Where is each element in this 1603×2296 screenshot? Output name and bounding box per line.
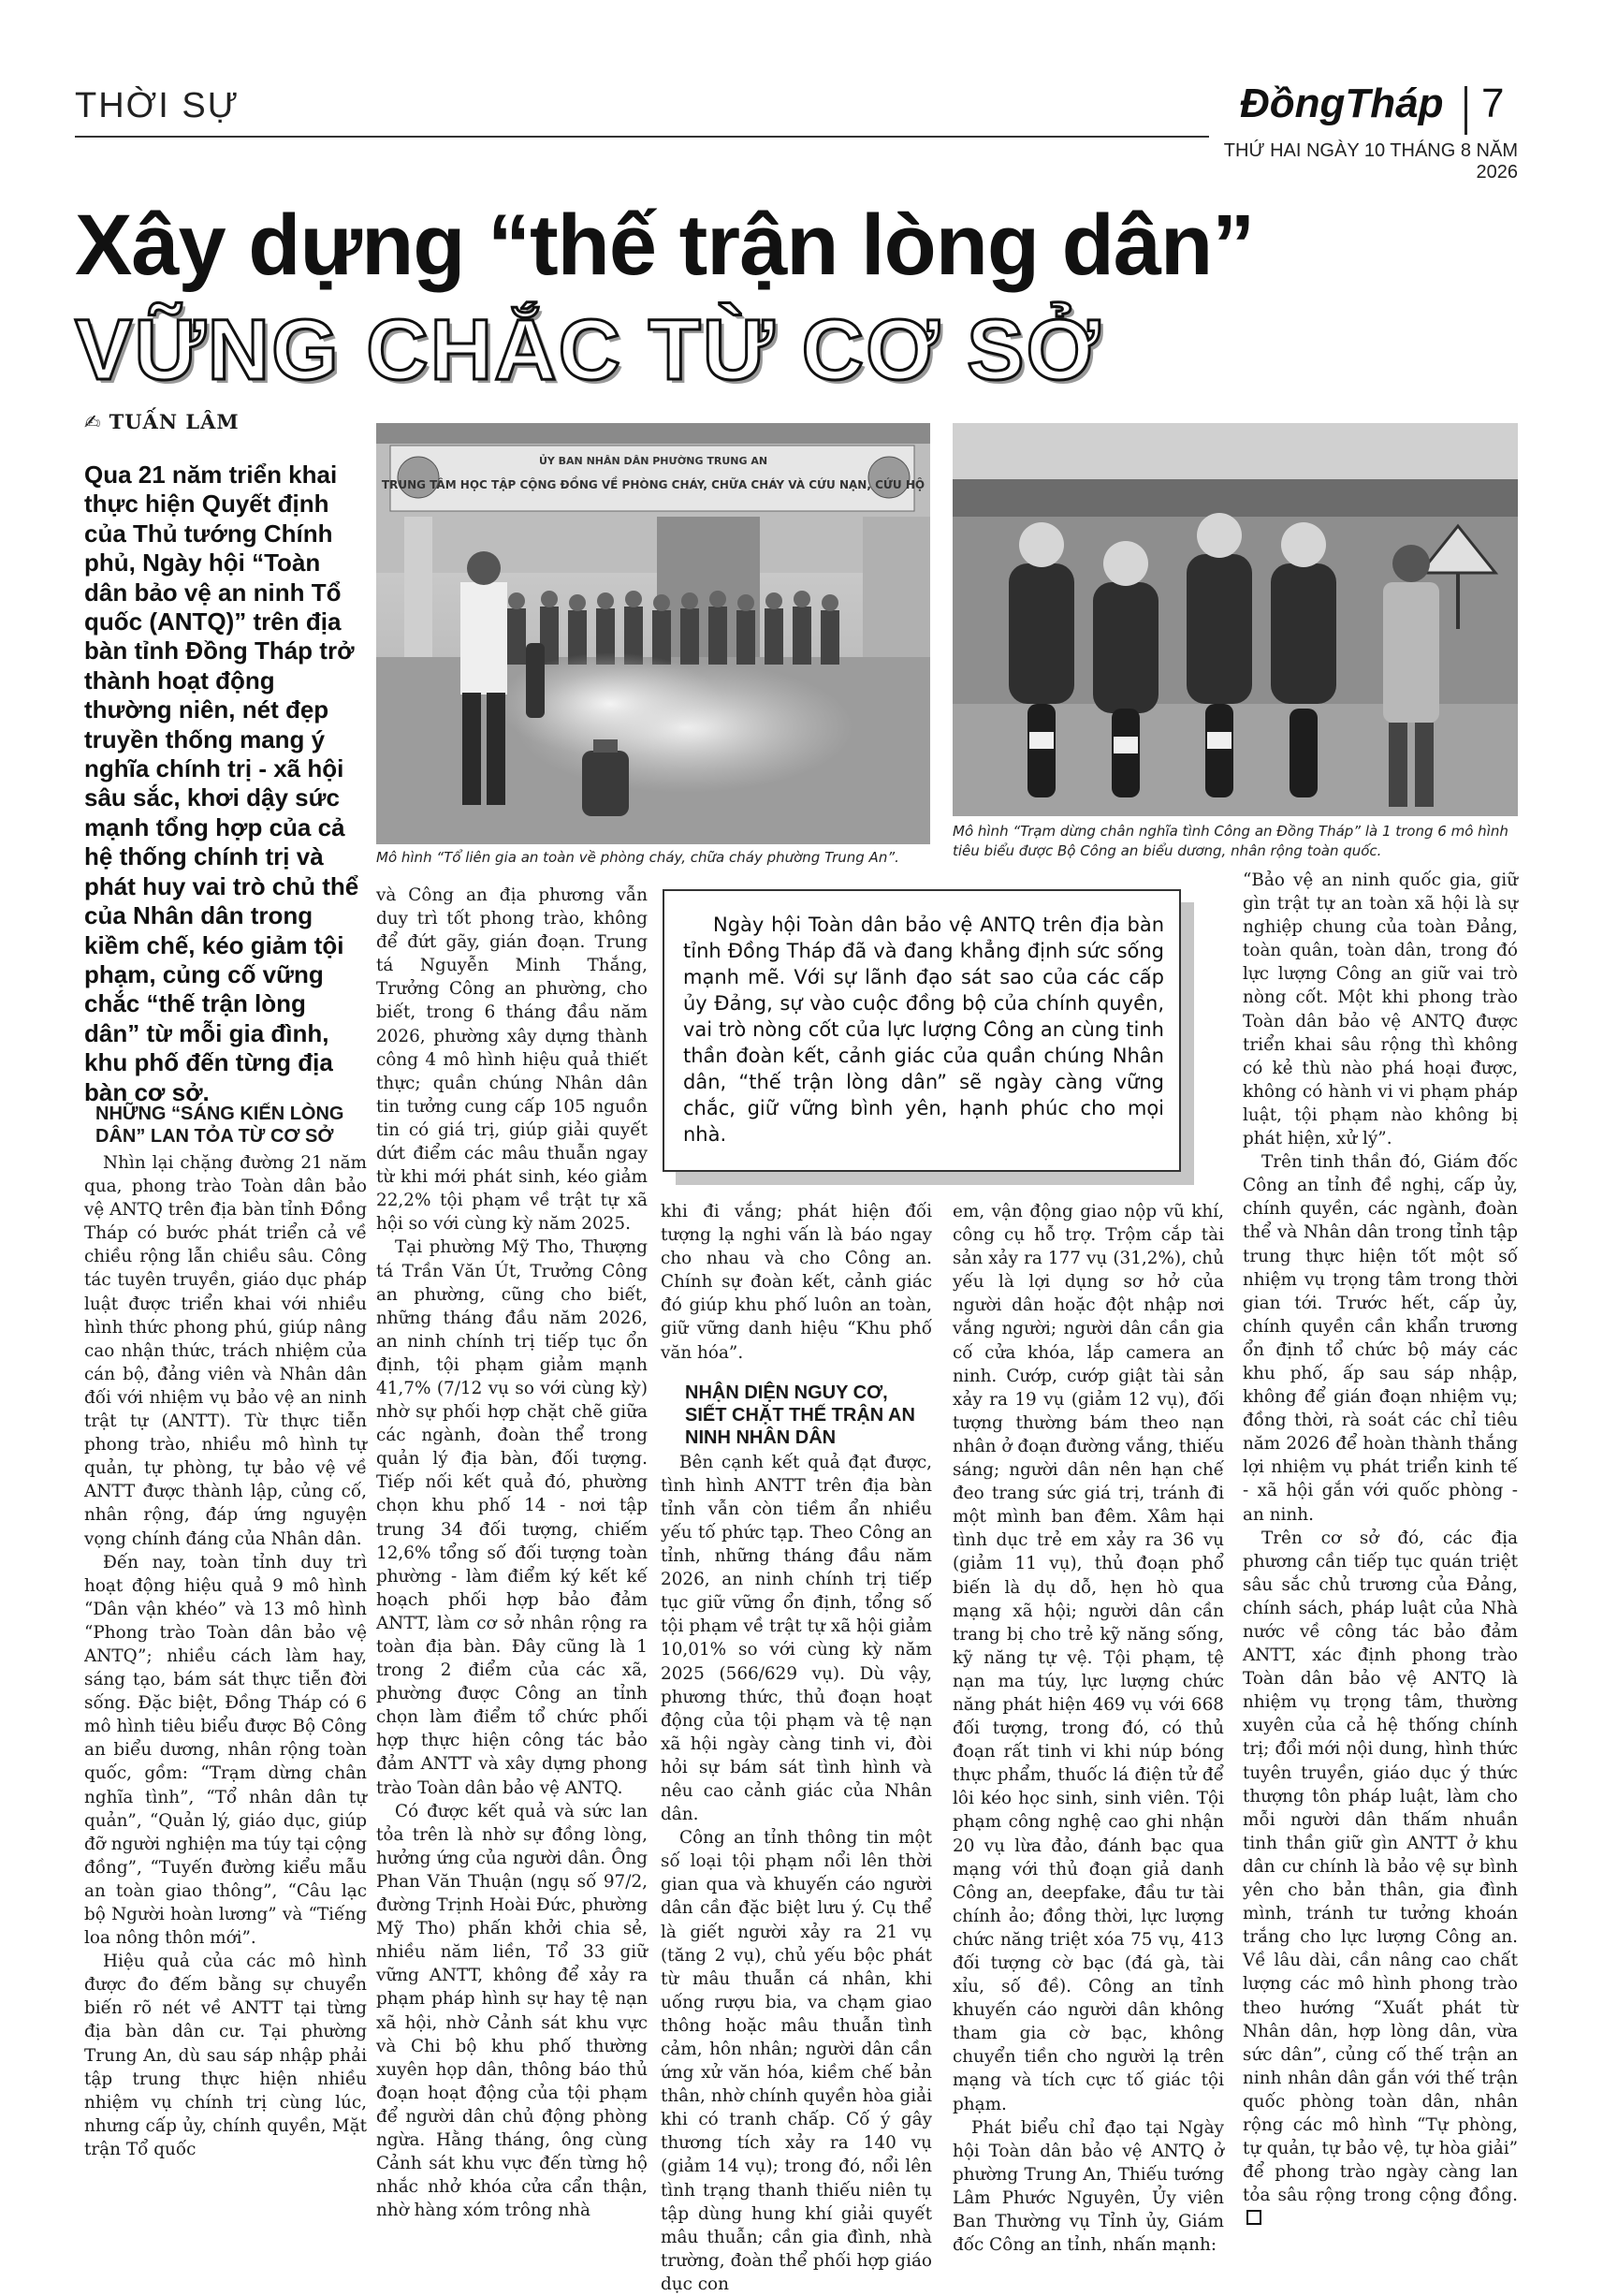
paragraph: Nhìn lại chặng đường 21 năm qua, phong trào Toàn dân bảo vệ ANTQ trên địa bàn tỉnh Đồng Tháp có bước phát triển cả về chiều rộng lẫn chiều sâu. Công tác tuyên truyền, giáo dục pháp luật được triển khai với nhiều hình thức phong phú, giúp nâng cao nhận thức, trách nhiệm của cán bộ, đảng viên và Nhân dân đối với nhiệm vụ bảo vệ an ninh trật tự (ANTT). Từ thực tiễn phong trào, nhiều mô hình tự quản, tự phòng, tự bảo vệ về ANTT được thành lập, củng cố, nhân rộng, đáp ứng nguyện vọng chính đáng của Nhân dân.: [84, 1153, 367, 1549]
header-divider: [75, 136, 1209, 138]
photo-fire-drill-illustration: [376, 423, 930, 844]
paragraph: “Bảo vệ an ninh quốc gia, giữ gìn trật tự an toàn xã hội là sự nghiệp chung của toàn Đảng, toàn quân, toàn dân, trong đó lực lượng Công an giữ vai trò nòng cốt. Một khi phong trào Toàn dân bảo vệ ANTQ được triển khai sâu rộng thì không có kẻ thù nào phá hoại được, không có hành vi vi phạm pháp luật, tội phạm nào không bị phát hiện, xử lý”.: [1243, 870, 1518, 1149]
byline: [84, 410, 240, 433]
photo-rest-stop: [953, 423, 1518, 816]
paragraph: khi đi vắng; phát hiện đối tượng lạ nghi vấn là báo ngay cho nhau và cho Công an. Chính sự đoàn kết, cảnh giác đó giúp khu phố luôn an toàn, giữ vững danh hiệu “Khu phố văn hóa”.: [661, 1202, 932, 1363]
pull-quote: [663, 889, 1181, 1172]
paragraph: Trên tinh thần đó, Giám đốc Công an tỉnh đề nghị, cấp ủy, chính quyền, các ngành, đoàn thể và Nhân dân trong tỉnh tập trung thực hiện tốt một số nhiệm vụ trọng tâm trong thời gian tới. Trước hết, cấp ủy, chính quyền cần khẩn trương ổn định tổ chức bộ máy các khu phố, ấp sau sáp nhập, không để gián đoạn nhiệm vụ; đồng thời, rà soát các chỉ tiêu năm 2026 để hoàn thành thắng lợi nhiệm vụ phát triển kinh tế - xã hội gắn với quốc phòng - an ninh.: [1243, 1152, 1518, 1525]
paragraph: Công an tỉnh thông tin một số loại tội phạm nổi lên thời gian qua và khuyến cáo người dân cần đặc biệt lưu ý. Cụ thể là giết người xảy ra 21 vụ (tăng 2 vụ), chủ yếu bộc phát từ mâu thuẫn cá nhân, khi uống rượu bia, va chạm giao thông hoặc mâu thuẫn tình cảm, hôn nhân; người dân cần ứng xử văn hóa, kiềm chế bản thân, nhờ chính quyền hòa giải khi có tranh chấp. Cố ý gây thương tích xảy ra 140 vụ (giảm 14 vụ); trong đó, nổi lên tình trạng thanh thiếu niên tụ tập dùng hung khí giải quyết mâu thuẫn; cần gia đình, nhà trường, đoàn thể phối hợp giáo dục con: [661, 1828, 932, 2294]
paragraph: và Công an địa phương vẫn duy trì tốt phong trào, không để đứt gãy, gián đoạn. Trung tá Nguyễn Minh Thắng, Trưởng Công an phường, cho biết, trong 6 tháng đầu năm 2026, phường xây dựng thành công 4 mô hình hiệu quả thiết thực; quần chúng Nhân dân tin tưởng cung cấp 105 nguồn tin có giá trị, giúp giải quyết dứt điểm các mâu thuẫn ngay từ khi mới phát sinh, kéo giảm 22,2% tội phạm về trật tự xã hội so với cùng kỳ năm 2025.: [376, 885, 648, 1235]
paragraph-text: Trên cơ sở đó, các địa phương cần tiếp tục quán triệt sâu sắc chủ trương của Đảng, chính sách, pháp luật của Nhà nước về công tác bảo đảm ANTT, xác định phong trào Toàn dân bảo vệ ANTQ là nhiệm vụ trọng tâm, thường xuyên của cả hệ thống chính trị; đổi mới nội dung, hình thức tuyên truyền, giáo dục ý thức thượng tôn pháp luật, làm cho mỗi người dân thấm nhuần tinh thần giữ gìn ANTT ở khu dân cư chính là bảo vệ sự bình yên cho bản thân, gia đình mình, tránh tư tưởng khoán trắng cho lực lượng Công an. Về lâu dài, cần nâng cao chất lượng các mô hình phong trào theo hướng “Xuất phát từ Nhân dân, hợp lòng dân, vừa sức dân”, củng cố thế trận an ninh nhân dân gắn với thế trận quốc phòng toàn dân, nhân rộng các mô hình “Tự phòng, tự quản, tự bảo vệ, tự hòa giải” để phong trào ngày càng lan tỏa sâu rộng trong cộng đồng.: [1243, 1528, 1518, 2206]
subhead-1: NHỮNG “SÁNG KIẾN LÒNG DÂN” LAN TỎA TỪ CƠ SỞ: [95, 1104, 344, 1147]
author-name: TUẤN LÂM: [109, 410, 240, 433]
column-2: [376, 884, 648, 2222]
photo-fire-drill: [376, 423, 930, 844]
column-1: [84, 1103, 367, 2161]
headline-line-2: VỮNG CHẮC TỪ CƠ SỞ: [75, 302, 1101, 398]
issue-date: THỨ HAI NGÀY 10 THÁNG 8 NĂM 2026: [1223, 140, 1518, 183]
headline-line-1: Xây dựng “thế trận lòng dân”: [75, 197, 1255, 293]
masthead-divider: [1465, 86, 1467, 135]
paragraph: [1243, 1527, 1518, 2231]
pen-icon: ✍: [84, 411, 102, 433]
photo-banner-top: ỦY BAN NHÂN DÂN PHƯỜNG TRUNG AN: [538, 455, 768, 467]
column-5: [1243, 869, 1518, 2230]
column-3: [661, 1200, 932, 2296]
column-4: [953, 1200, 1224, 2257]
photo-banner-main: TRUNG TÂM HỌC TẬP CỘNG ĐỒNG VỀ PHÒNG CHÁY, CHỮA CHÁY VÀ CỨU NẠN, CỨU HỘ: [381, 478, 925, 491]
lede-paragraph: Qua 21 năm triển khai thực hiện Quyết định của Thủ tướng Chính phủ, Ngày hội “Toàn dân bảo vệ an ninh Tổ quốc (ANTQ)” trên địa bàn tỉnh Đồng Tháp trở thành hoạt động thường niên, nét đẹp truyền thống mang ý nghĩa chính trị - xã hội sâu sắc, khơi dậy sức mạnh tổng hợp của cả hệ thống chính trị và phát huy vai trò chủ thể của Nhân dân trong kiềm chế, kéo giảm tội phạm, củng cố vững chắc “thế trận lòng dân” từ mỗi gia đình, khu phố đến từng địa bàn cơ sở.: [84, 461, 359, 1106]
paragraph: Đến nay, toàn tỉnh duy trì hoạt động hiệu quả 9 mô hình “Dân vận khéo” và 13 mô hình “Phong trào Toàn dân bảo vệ ANTQ”; nhiều cách làm hay, sáng tạo, bám sát thực tiễn đời sống. Đặc biệt, Đồng Tháp có 6 mô hình tiêu biểu được Bộ Công an biểu dương, nhân rộng toàn quốc, gồm: “Trạm dừng chân nghĩa tình”, “Tổ nhân dân tự quản”, “Quản lý, giáo dục, giúp đỡ người nghiện ma túy tại cộng đồng”, “Tuyến đường kiểu mẫu an toàn giao thông”, “Câu lạc bộ Người hoàn lương” và “Tiếng loa nông thôn mới”.: [84, 1552, 367, 1949]
paragraph: Bên cạnh kết quả đạt được, tình hình ANTT trên địa bàn tỉnh vẫn còn tiềm ẩn nhiều yếu tố phức tạp. Theo Công an tỉnh, những tháng đầu năm 2026, an ninh chính trị tiếp tục giữ vững ổn định, tổng số tội phạm về trật tự xã hội giảm 10,01% so với cùng kỳ năm 2025 (566/629 vụ). Dù vậy, phương thức, thủ đoạn hoạt động của tội phạm và tệ nạn xã hội ngày càng tinh vi, đòi hỏi sự bám sát tình hình và nêu cao cảnh giác của Nhân dân.: [661, 1452, 932, 1825]
paragraph: Phát biểu chỉ đạo tại Ngày hội Toàn dân bảo vệ ANTQ ở phường Trung An, Thiếu tướng Lâm Phước Nguyên, Ủy viên Ban Thường vụ Tỉnh ủy, Giám đốc Công an tỉnh, nhấn mạnh:: [953, 2117, 1224, 2256]
subhead-2: NHẬN DIỆN NGUY CƠ, SIẾT CHẶT THẾ TRẬN AN NINH NHÂN DÂN: [685, 1382, 915, 1448]
photo-caption-1: Mô hình “Tổ liên gia an toàn về phòng cháy, chữa cháy phường Trung An”.: [376, 849, 899, 866]
pull-quote-text: Ngày hội Toàn dân bảo vệ ANTQ trên địa bàn tỉnh Đồng Tháp đã và đang khẳng định sức sống mạnh mẽ. Với sự lãnh đạo sát sao của các cấp ủy Đảng, sự vào cuộc đồng bộ của chính quyền, vai trò nòng cốt của lực lượng Công an cùng tinh thần đoàn kết, cảnh giác của quần chúng Nhân dân, “thế trận lòng dân” sẽ ngày càng vững chắc, giữ vững bình yên, hạnh phúc cho mọi nhà.: [683, 914, 1164, 1146]
photo-rest-stop-illustration: [953, 423, 1518, 816]
end-mark-icon: [1246, 2210, 1261, 2225]
paragraph: Có được kết quả và sức lan tỏa trên là nhờ sự đồng lòng, hưởng ứng của người dân. Ông Phan Văn Thuận (ngụ số 97/2, đường Trịnh Hoài Đức, phường Mỹ Tho) phấn khởi chia sẻ, nhiều năm liền, Tổ 33 giữ vững ANTT, không để xảy ra phạm pháp hình sự hay tệ nạn xã hội, nhờ Cảnh sát khu vực và Chi bộ khu phố thường xuyên họp dân, thông báo thủ đoạn hoạt động của tội phạm để người dân chủ động phòng ngừa. Hằng tháng, ông cùng Cảnh sát khu vực đến từng hộ nhắc nhở khóa cửa cẩn thận, nhờ hàng xóm trông nhà: [376, 1801, 648, 2221]
paragraph: Tại phường Mỹ Tho, Thượng tá Trần Văn Út, Trưởng Công an phường, cũng cho biết, những tháng đầu năm 2026, an ninh chính trị tiếp tục ổn định, tội phạm giảm mạnh 41,7% (7/12 vụ so với cùng kỳ) nhờ sự phối hợp chặt chẽ giữa các ngành, đoàn thể trong quản lý địa bàn, đối tượng. Tiếp nối kết quả đó, phường chọn khu phố 14 - nơi tập trung 34 đối tượng, chiếm 12,6% tổng số đối tượng toàn phường - làm điểm ký kết kế hoạch phối hợp bảo đảm ANTT, làm cơ sở nhân rộng ra toàn địa bàn. Đây cũng là 1 trong 2 điểm của các xã, phường được Công an tỉnh chọn làm điểm tổ chức phối hợp thực hiện công tác bảo đảm ANTT và xây dựng phong trào Toàn dân bảo vệ ANTQ.: [376, 1237, 648, 1798]
paragraph: Hiệu quả của các mô hình được đo đếm bằng sự chuyển biến rõ nét về ANTT tại từng địa bàn dân cư. Tại phường Trung An, dù sau sáp nhập phải tập trung thực hiện nhiều nhiệm vụ chính trị cùng lúc, nhưng cấp ủy, chính quyền, Mặt trận Tổ quốc: [84, 1952, 367, 2159]
masthead-logo: ĐồngTháp: [1240, 80, 1444, 126]
section-label: THỜI SỰ: [75, 86, 240, 125]
page-number: 7: [1481, 80, 1505, 126]
photo-caption-2: Mô hình “Trạm dừng chân nghĩa tình Công an Đồng Tháp” là 1 trong 6 mô hình tiêu biểu được Bộ Công an biểu dương, nhân rộng toàn quốc.: [953, 823, 1508, 859]
paragraph: em, vận động giao nộp vũ khí, công cụ hỗ trợ. Trộm cắp tài sản xảy ra 177 vụ (31,2%), chủ yếu là lợi dụng sơ hở của người dân hoặc đột nhập nơi vắng người; người dân cần gia cố cửa khóa, lắp camera an ninh. Cướp, cướp giật tài sản xảy ra 19 vụ (giảm 12 vụ), đối tượng thường bám theo nạn nhân ở đoạn đường vắng, thiếu sáng; người dân nên hạn chế đeo trang sức giá trị, tránh đi một mình ban đêm. Xâm hại tình dục trẻ em xảy ra 36 vụ (giảm 11 vụ), thủ đoạn phổ biến là dụ dỗ, hẹn hò qua mạng xã hội; người dân cần trang bị cho trẻ kỹ năng sống, kỹ năng tự vệ. Tội phạm, tệ nạn ma túy, lực lượng chức năng phát hiện 469 vụ với 668 đối tượng, trong đó, có thủ đoạn rất tinh vi khi núp bóng thực phẩm, thuốc lá điện tử để lôi kéo học sinh, sinh viên. Tội phạm công nghệ cao ghi nhận 20 vụ lừa đảo, đánh bạc qua mạng với thủ đoạn giả danh Công an, deepfake, đầu tư tài chính ảo; đồng thời, lực lượng chức năng triệt xóa 75 vụ, 413 đối tượng cờ bạc (đá gà, tài xỉu, số đề). Công an tỉnh khuyến cáo người dân không tham gia cờ bạc, không chuyển tiền cho người lạ trên mạng và tích cực tố giác tội phạm.: [953, 1202, 1224, 2114]
